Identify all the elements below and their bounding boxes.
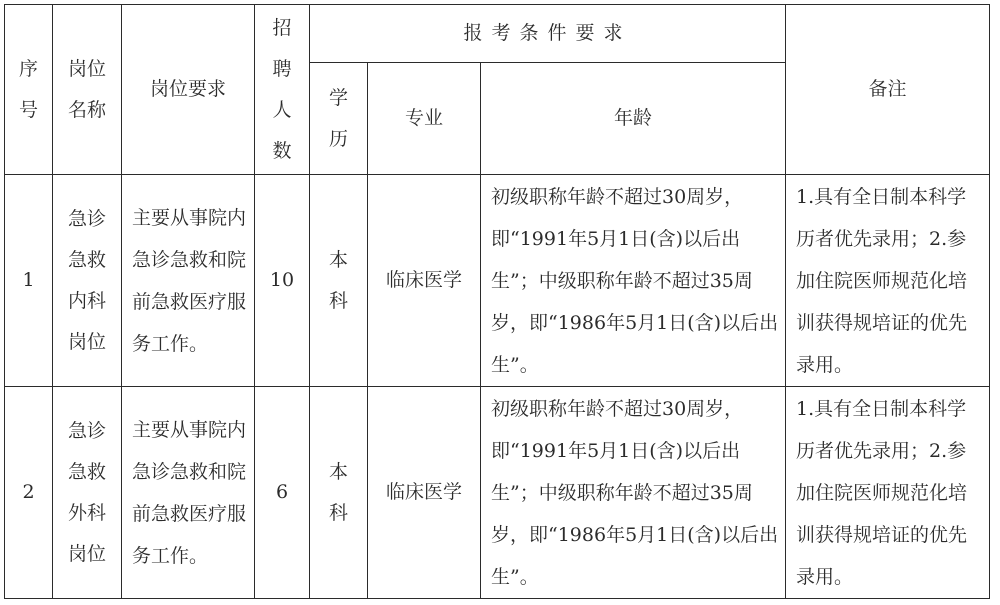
header-index: 序号: [5, 5, 53, 175]
cell-remarks: 1.具有全日制本科学历者优先录用；2.参加住院医师规范化培训获得规培证的优先录用。: [786, 387, 990, 599]
header-education: 学历: [310, 63, 368, 175]
cell-headcount: 10: [255, 175, 310, 387]
header-post-requirement: 岗位要求: [122, 5, 255, 175]
header-headcount: 招聘人数: [255, 5, 310, 175]
header-remarks: 备注: [786, 5, 990, 175]
cell-major: 临床医学: [368, 387, 481, 599]
cell-headcount: 6: [255, 387, 310, 599]
cell-education: 本科: [310, 175, 368, 387]
cell-post-name: 急诊急救外科岗位: [53, 387, 122, 599]
cell-index: 1: [5, 175, 53, 387]
cell-index: 2: [5, 387, 53, 599]
header-age: 年龄: [481, 63, 786, 175]
cell-age: 初级职称年龄不超过30周岁，即“1991年5月1日(含)以后出生”；中级职称年龄不超过35周岁，即“1986年5月1日(含)以后出生”。: [481, 387, 786, 599]
table-row: [5, 175, 990, 387]
cell-post-requirement: 主要从事院内急诊急救和院前急救医疗服务工作。: [122, 175, 255, 387]
header-conditions-group: 报考条件要求: [310, 5, 786, 63]
cell-education: 本科: [310, 387, 368, 599]
recruitment-table: [4, 4, 990, 599]
cell-post-requirement: 主要从事院内急诊急救和院前急救医疗服务工作。: [122, 387, 255, 599]
header-major: 专业: [368, 63, 481, 175]
cell-age: 初级职称年龄不超过30周岁，即“1991年5月1日(含)以后出生”；中级职称年龄不超过35周岁，即“1986年5月1日(含)以后出生”。: [481, 175, 786, 387]
header-post-name: 岗位名称: [53, 5, 122, 175]
cell-major: 临床医学: [368, 175, 481, 387]
cell-post-name: 急诊急救内科岗位: [53, 175, 122, 387]
table-row: [5, 387, 990, 599]
cell-remarks: 1.具有全日制本科学历者优先录用；2.参加住院医师规范化培训获得规培证的优先录用。: [786, 175, 990, 387]
